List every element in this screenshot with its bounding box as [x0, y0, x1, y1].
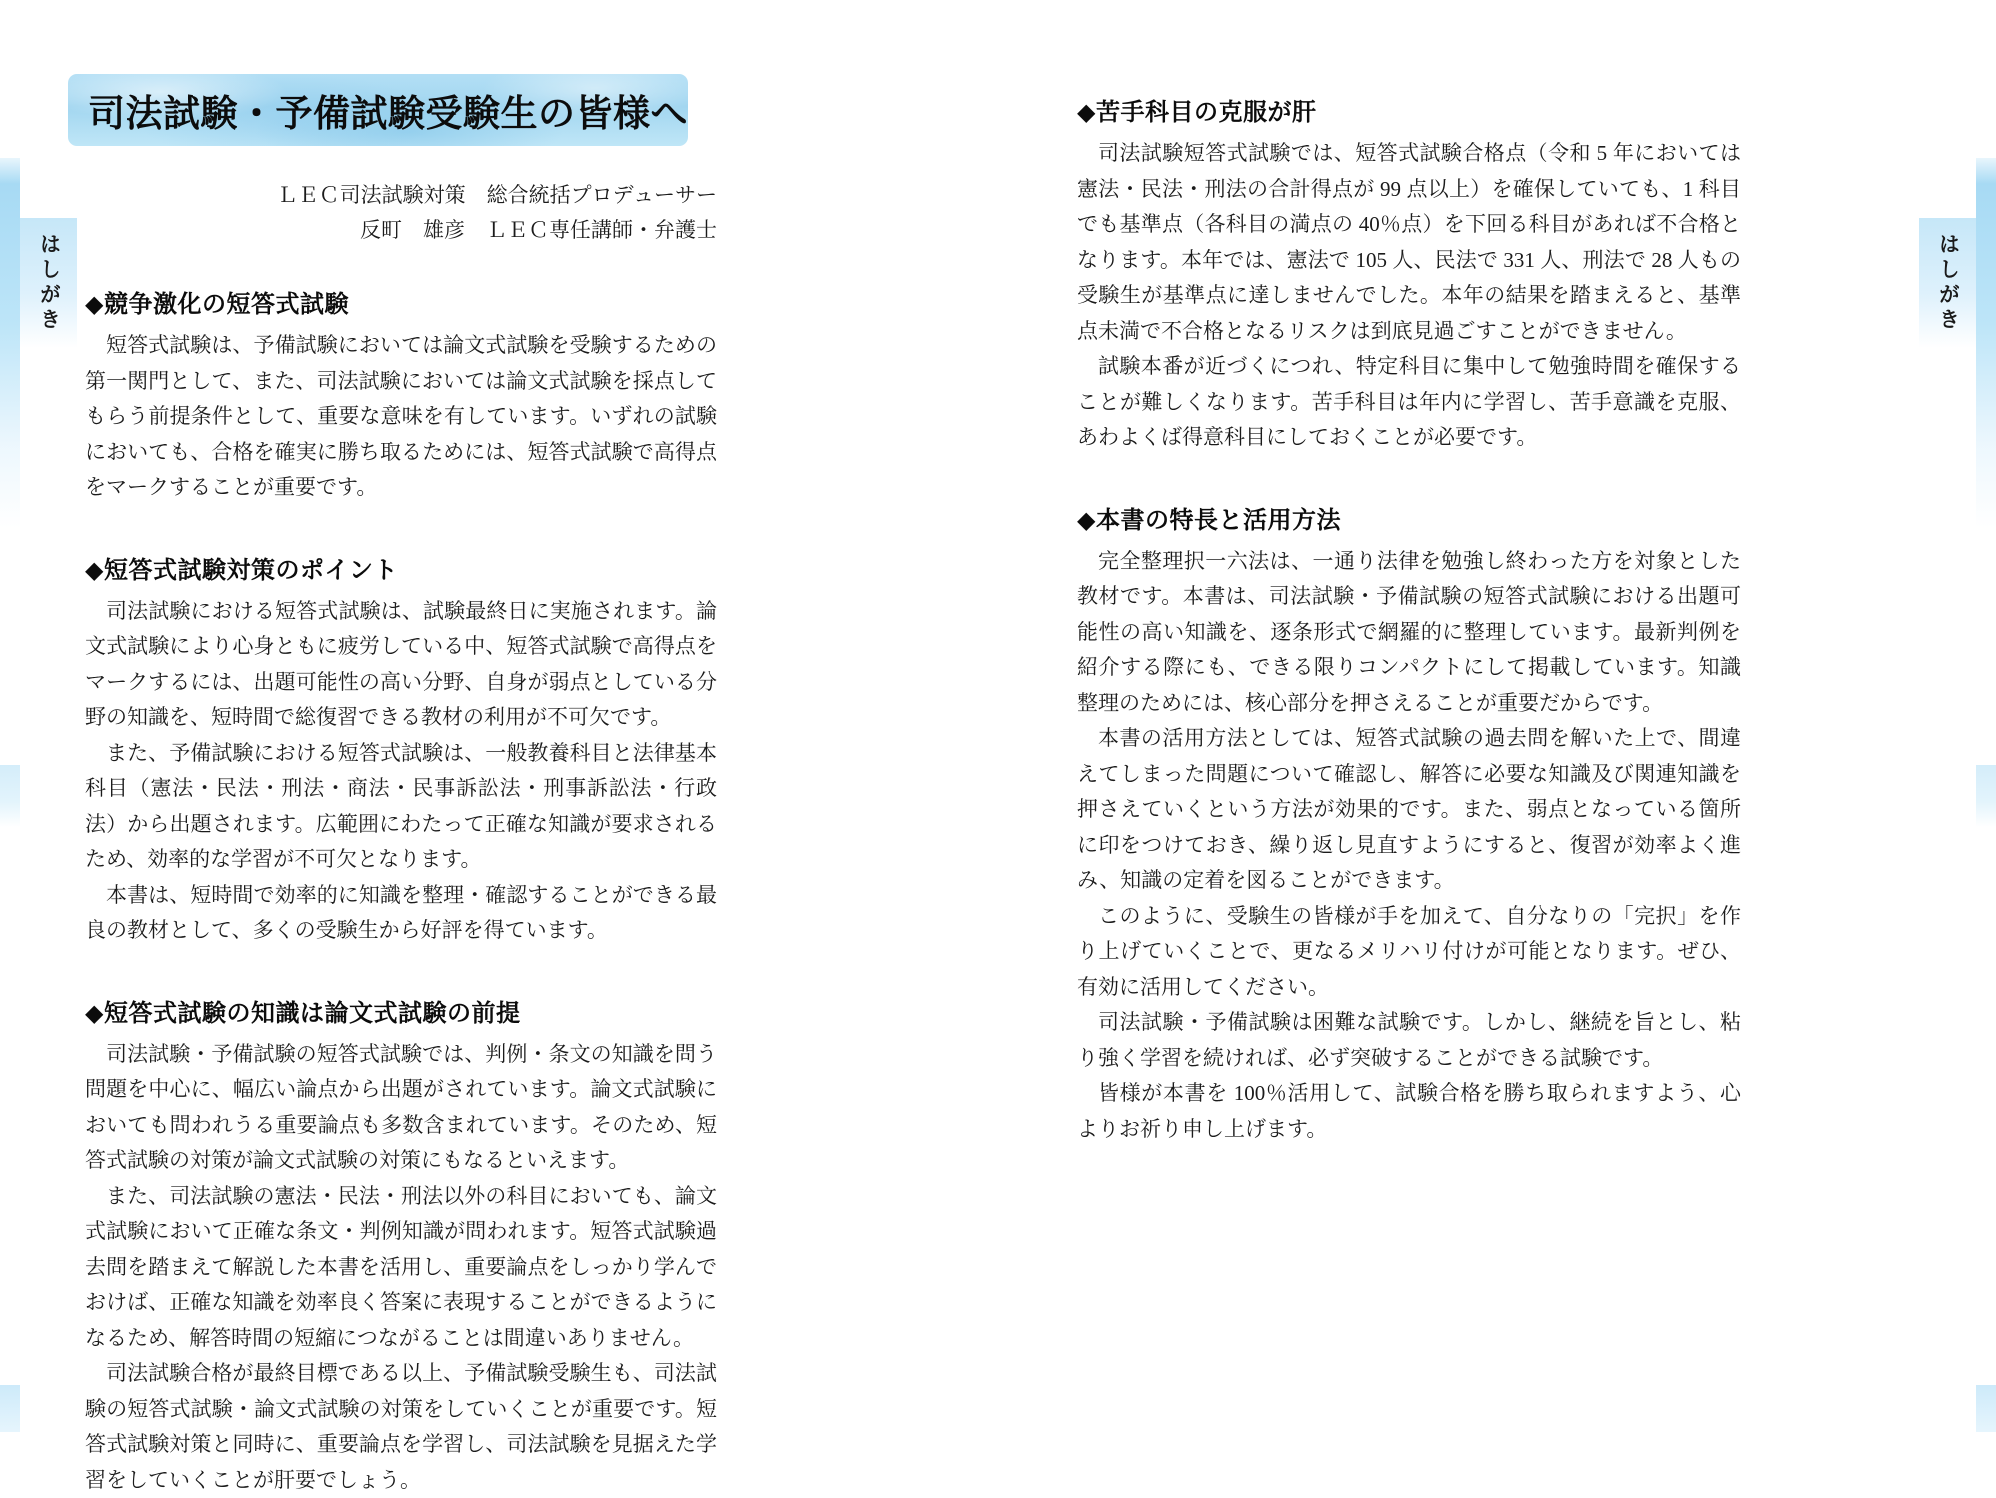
left-chapter-tab [20, 218, 77, 348]
section-heading: ◆本書の特長と活用方法 [1077, 500, 1741, 535]
body-paragraph: また、予備試験における短答式試験は、一般教養科目と法律基本科目（憲法・民法・刑法・商法・民事訴訟法・刑事訴訟法・行政法）から出題されます。広範囲にわたって正確な知識が要求されるため、効率的な学習が不可欠となります。 [85, 736, 717, 878]
body-paragraph: 司法試験合格が最終目標である以上、予備試験受験生も、司法試験の短答式試験・論文式試験の対策をしていくことが重要です。短答式試験対策と同時に、重要論点を学習し、司法試験を見据えた学習をしていくことが肝要でしょう。 [85, 1356, 717, 1498]
left-edge-strip-middle [0, 765, 20, 827]
body-paragraph: 本書の活用方法としては、短答式試験の過去問を解いた上で、間違えてしまった問題について確認し、解答に必要な知識及び関連知識を押さえていくという方法が効果的です。また、弱点となっている箇所に印をつけておき、繰り返し見直すようにすると、復習が効率よく進み、知識の定着を図ることができます。 [1077, 721, 1741, 899]
body-paragraph: 司法試験短答式試験では、短答式試験合格点（令和 5 年においては憲法・民法・刑法の合計得点が 99 点以上）を確保していても、1 科目でも基準点（各科目の満点の 40％点）を下回る科目があれば不合格となります。本年では、憲法で 105 人、民法で 331 人、刑法で 28 人もの受験生が基準点に達しませんでした。本年の結果を踏まえると、基準点未満で不合格となるリスクは到底見過ごすことができません。 [1077, 136, 1741, 349]
byline-role: ＬＥＣ司法試験対策 総合統括プロデューサー [85, 178, 717, 213]
left-section-1 [85, 550, 717, 949]
left-section-0 [85, 284, 717, 506]
body-paragraph: また、司法試験の憲法・民法・刑法以外の科目においても、論文式試験において正確な条文・判例知識が問われます。短答式試験過去問を踏まえて解説した本書を活用し、重要論点をしっかり学んでおけば、正確な知識を効率良く答案に表現することができるようになるため、解答時間の短縮につながることは間違いありません。 [85, 1179, 717, 1357]
byline [85, 178, 717, 248]
left-edge-strip-top [0, 158, 20, 528]
right-edge-strip-top [1976, 158, 1996, 528]
body-paragraph: 皆様が本書を 100％活用して、試験合格を勝ち取られますよう、心よりお祈り申し上げます。 [1077, 1076, 1741, 1147]
body-paragraph: 試験本番が近づくにつれ、特定科目に集中して勉強時間を確保することが難しくなります。苦手科目は年内に学習し、苦手意識を克服、あわよくば得意科目にしておくことが必要です。 [1077, 349, 1741, 456]
page-title: 司法試験・予備試験受験生の皆様へ [88, 83, 688, 137]
body-paragraph: 本書は、短時間で効率的に知識を整理・確認することができる最良の教材として、多くの受験生から好評を得ています。 [85, 878, 717, 949]
body-paragraph: 短答式試験は、予備試験においては論文式試験を受験するための第一関門として、また、司法試験においては論文式試験を採点してもらう前提条件として、重要な意味を有しています。いずれの試験においても、合格を確実に勝ち取るためには、短答式試験で高得点をマークすることが重要です。 [85, 328, 717, 506]
section-heading: ◆短答式試験対策のポイント [85, 550, 717, 585]
section-heading: ◆競争激化の短答式試験 [85, 284, 717, 319]
section-heading: ◆短答式試験の知識は論文式試験の前提 [85, 993, 717, 1028]
right-edge-strip-bottom [1976, 1385, 1996, 1432]
body-paragraph: このように、受験生の皆様が手を加えて、自分なりの「完択」を作り上げていくことで、更なるメリハリ付けが可能となります。ぜひ、有効に活用してください。 [1077, 899, 1741, 1006]
left-edge-strip-bottom [0, 1385, 20, 1432]
section-heading: ◆苦手科目の克服が肝 [1077, 92, 1741, 127]
left-section-2 [85, 993, 717, 1498]
right-page-sections [1077, 92, 1741, 1147]
body-paragraph: 司法試験・予備試験は困難な試験です。しかし、継続を旨とし、粘り強く学習を続ければ、必ず突破することができる試験です。 [1077, 1005, 1741, 1076]
right-section-1 [1077, 500, 1741, 1148]
byline-author: 反町 雄彦 ＬＥＣ専任講師・弁護士 [85, 213, 717, 248]
right-edge-strip-middle [1976, 765, 1996, 827]
body-paragraph: 完全整理択一六法は、一通り法律を勉強し終わった方を対象とした教材です。本書は、司法試験・予備試験の短答式試験における出題可能性の高い知識を、逐条形式で網羅的に整理しています。最新判例を紹介する際にも、できる限りコンパクトにして掲載しています。知識整理のためには、核心部分を押さえることが重要だからです。 [1077, 544, 1741, 722]
right-page [1077, 92, 1741, 1147]
left-chapter-tab-label: はしがき [34, 233, 64, 333]
right-section-0 [1077, 92, 1741, 456]
title-banner [68, 74, 688, 146]
body-paragraph: 司法試験・予備試験の短答式試験では、判例・条文の知識を問う問題を中心に、幅広い論点から出題がされています。論文式試験においても問われうる重要論点も多数含まれています。そのため、短答式試験の対策が論文式試験の対策にもなるといえます。 [85, 1037, 717, 1179]
body-paragraph: 司法試験における短答式試験は、試験最終日に実施されます。論文式試験により心身ともに疲労している中、短答式試験で高得点をマークするには、出題可能性の高い分野、自身が弱点としている分野の知識を、短時間で総復習できる教材の利用が不可欠です。 [85, 594, 717, 736]
left-page-sections [85, 284, 717, 1498]
left-page [85, 74, 717, 1498]
right-chapter-tab-label: はしがき [1933, 233, 1963, 333]
right-chapter-tab [1919, 218, 1976, 348]
